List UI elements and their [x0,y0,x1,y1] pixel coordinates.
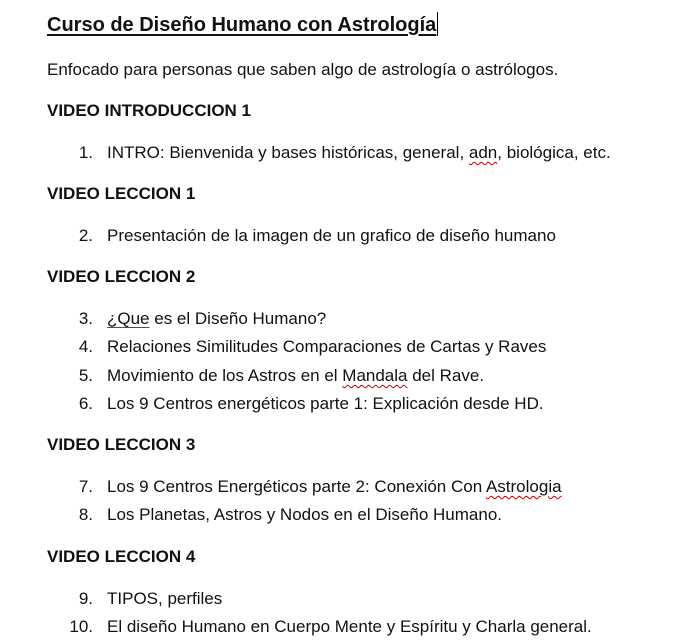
list-number: 2. [78,226,93,245]
spellcheck-flagged-word[interactable]: adn [468,143,498,162]
text-run: es el Diseño Humano? [149,309,327,328]
list-item-text[interactable] [107,142,611,164]
list-number: 5. [78,366,93,385]
section-heading[interactable]: VIDEO LECCION 1 [47,184,196,203]
list-item-text[interactable]: Los 9 Centros energéticos parte 1: Explicación desde HD. [107,394,544,413]
text-cursor [437,12,438,36]
list-number: 1. [78,143,93,162]
list-number: 7. [78,477,93,496]
text-run: del Rave. [407,366,485,385]
list-item-text[interactable]: El diseño Humano en Cuerpo Mente y Espíritu y Charla general. [107,617,592,636]
text-run: Movimiento de los Astros en el [107,366,343,385]
text-run: , biológica, etc. [497,143,611,162]
section-heading[interactable]: VIDEO LECCION 3 [47,435,196,454]
list-number: 8. [78,505,93,524]
list-number: 3. [78,309,93,328]
section-heading[interactable]: VIDEO LECCION 4 [47,547,196,566]
list-item-text[interactable]: Relaciones Similitudes Comparaciones de Cartas y Raves [107,337,547,356]
document-subtitle[interactable]: Enfocado para personas que saben algo de astrología o astrólogos. [47,60,559,79]
list-item-text[interactable]: Presentación de la imagen de un grafico de diseño humano [107,226,556,245]
list-item-text[interactable]: TIPOS, perfiles [107,589,223,608]
title-text[interactable]: Curso de Diseño Humano con Astrología [47,14,437,36]
section-heading[interactable]: VIDEO INTRODUCCION 1 [47,101,252,120]
list-number: 6. [78,394,93,413]
spellcheck-flagged-word[interactable]: Mandala [342,366,408,385]
list-number: 9. [78,589,93,608]
list-number: 4. [78,337,93,356]
text-run: INTRO: Bienvenida y bases históricas, general, [107,143,469,162]
spellcheck-flagged-word[interactable]: Astrologia [485,477,562,496]
text-run: Los 9 Centros Energéticos parte 2: Conexión Con [107,477,486,496]
list-item-text[interactable] [107,476,562,498]
section-heading[interactable]: VIDEO LECCION 2 [47,267,196,286]
document-title[interactable] [47,12,438,38]
list-item-text[interactable] [107,365,484,387]
list-item-text[interactable]: Los Planetas, Astros y Nodos en el Diseño Humano. [107,505,502,524]
grammar-flagged-word[interactable]: ¿Que [107,309,150,328]
list-number: 10. [69,617,93,636]
list-item-text[interactable] [107,308,326,330]
